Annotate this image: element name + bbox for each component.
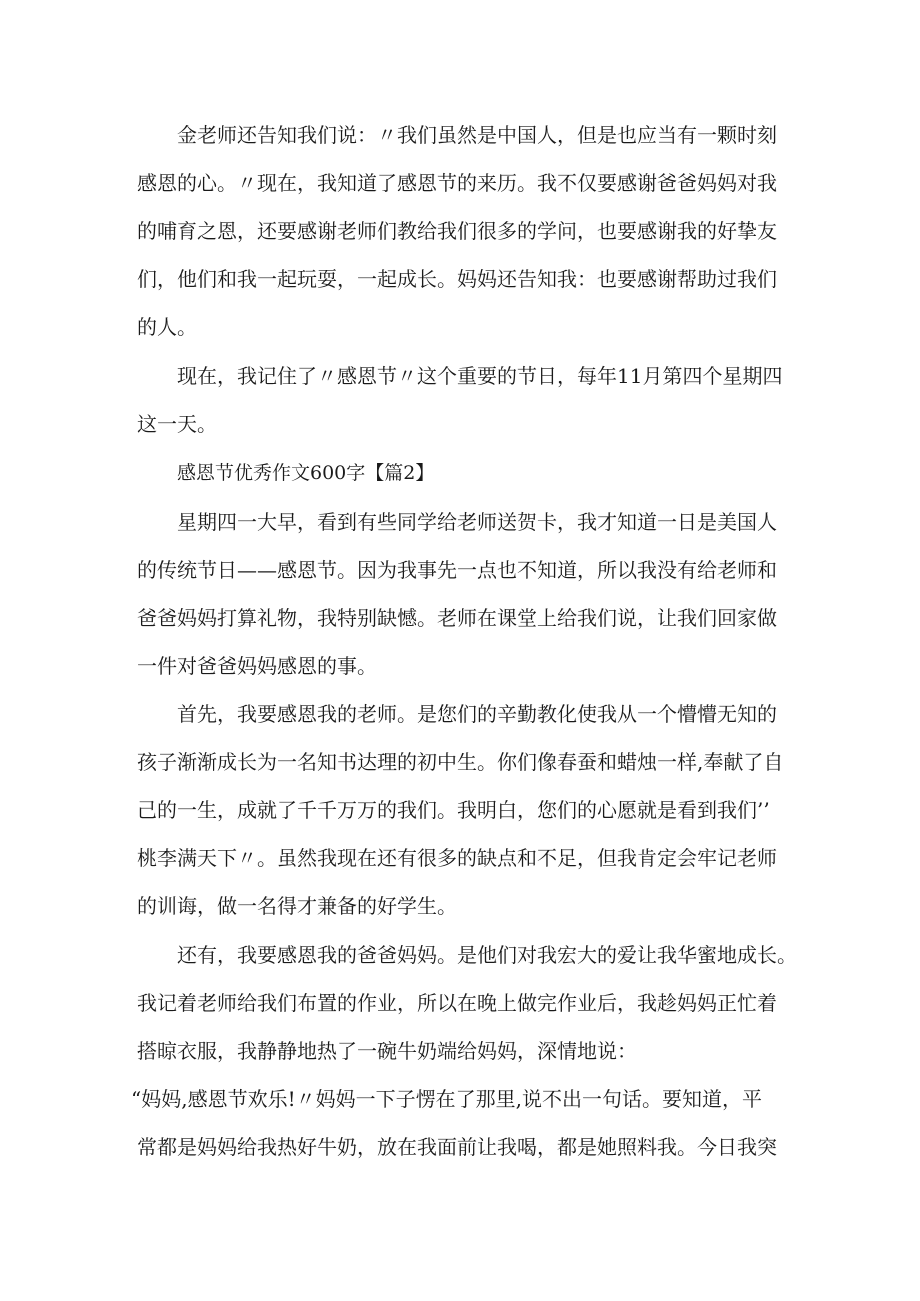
paragraph-1-line-3: 的哺育之恩，还要感谢老师们教给我们很多的学问，也要感谢我的好挚友 — [137, 219, 777, 243]
paragraph-5-line-2: 我记着老师给我们布置的作业，所以在晚上做完作业后，我趁妈妈正忙着 — [137, 991, 777, 1015]
paragraph-3-line-1: 星期四一大早，看到有些同学给老师送贺卡，我才知道一日是美国人 — [177, 510, 777, 534]
paragraph-5-line-1: 还有，我要感恩我的爸爸妈妈。是他们对我宏大的爱让我华蜜地成长。 — [177, 943, 797, 967]
paragraph-2-line-1: 现在，我记住了〃感恩节〃这个重要的节日，每年11月第四个星期四 — [177, 364, 783, 388]
paragraph-3-line-3: 爸爸妈妈打算礼物，我特别缺憾。老师在课堂上给我们说，让我们回家做 — [137, 606, 777, 630]
paragraph-4-line-4: 桃李满天下〃。虽然我现在还有很多的缺点和不足，但我肯定会牢记老师 — [137, 846, 777, 870]
paragraph-4-line-5: 的训诲，做一名得才兼备的好学生。 — [137, 894, 457, 918]
paragraph-1-line-4: 们，他们和我一起玩耍，一起成长。妈妈还告知我：也要感谢帮助过我们 — [137, 267, 777, 291]
paragraph-2-line-2: 这一天。 — [137, 412, 217, 436]
paragraph-1-line-5: 的人。 — [137, 315, 197, 339]
section-heading: 感恩节优秀作文600字【篇2】 — [177, 462, 435, 484]
paragraph-5-line-5: 常都是妈妈给我热好牛奶，放在我面前让我喝，都是她照料我。今日我突 — [137, 1135, 777, 1159]
paragraph-4-line-3: 己的一生，成就了千千万万的我们。我明白，您们的心愿就是看到我们’’ — [137, 798, 770, 822]
paragraph-4-line-1: 首先，我要感恩我的老师。是您们的辛勤教化使我从一个懵懵无知的 — [177, 702, 777, 726]
paragraph-4-line-2: 孩子渐渐成长为一名知书达理的初中生。你们像春蚕和蜡烛一样,奉献了自 — [137, 750, 784, 774]
paragraph-3-line-2: 的传统节日——感恩节。因为我事先一点也不知道，所以我没有给老师和 — [137, 558, 777, 582]
paragraph-5-line-4: “妈妈,感恩节欢乐!〃妈妈一下子愣在了那里,说不出一句话。要知道，平 — [131, 1087, 762, 1111]
paragraph-5-line-3: 搭晾衣服，我静静地热了一碗牛奶端给妈妈，深情地说： — [137, 1039, 637, 1063]
paragraph-3-line-4: 一件对爸爸妈妈感恩的事。 — [137, 654, 377, 678]
paragraph-1-line-1: 金老师还告知我们说：〃我们虽然是中国人，但是也应当有一颗时刻 — [177, 123, 777, 147]
paragraph-1-line-2: 感恩的心。〃现在，我知道了感恩节的来历。我不仅要感谢爸爸妈妈对我 — [137, 171, 777, 195]
